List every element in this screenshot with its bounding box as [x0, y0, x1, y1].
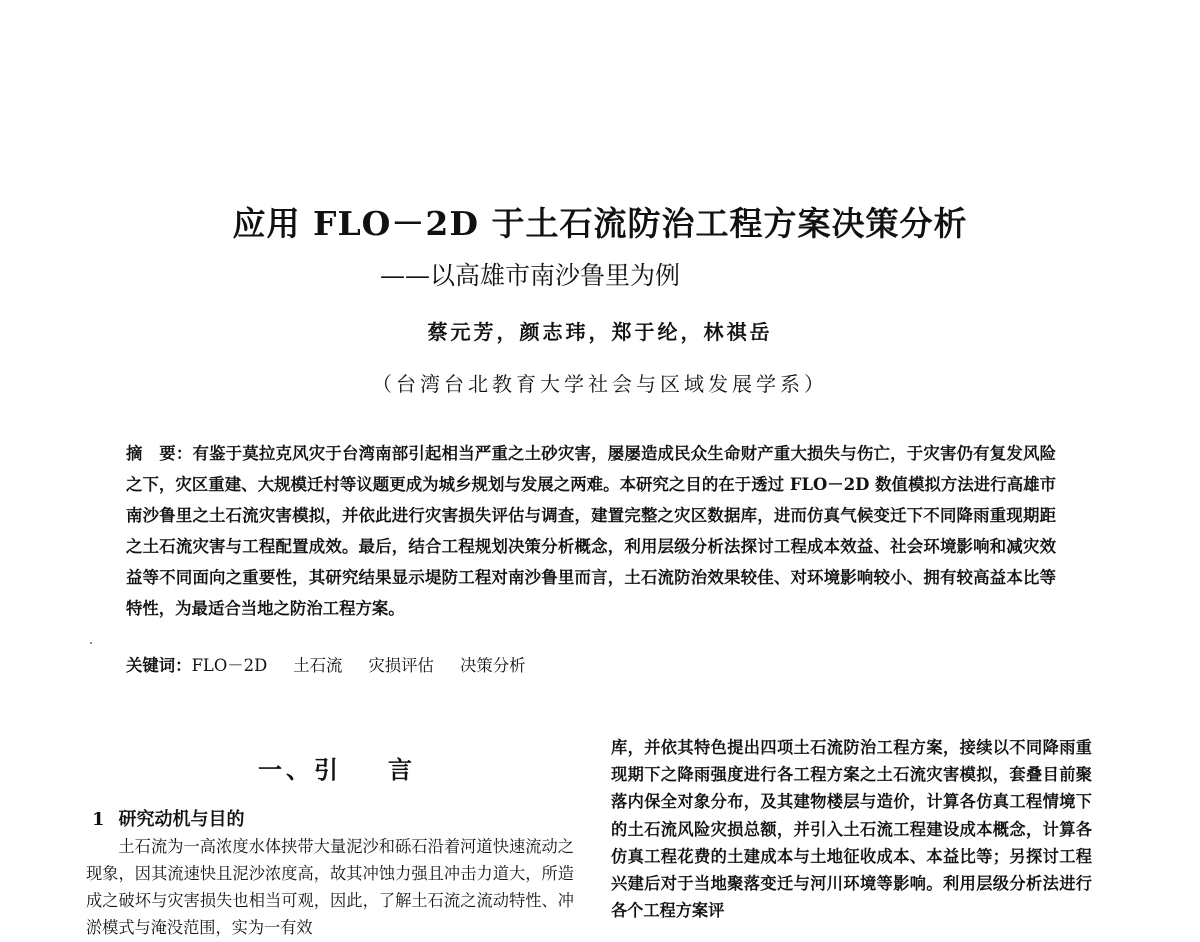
keyword: 土石流	[293, 656, 343, 675]
left-column-paragraph: 土石流为一高浓度水体挟带大量泥沙和砾石沿着河道快速流动之现象，因其流速快且泥沙浓度高，故其冲蚀力强且冲击力道大，所造成之破坏与灾害损失也相当可观，因此，了解土石流之流动特性、冲淤模式与淹没范围，实为一有效	[86, 837, 574, 937]
left-column	[86, 833, 574, 941]
subsection-number: 1	[92, 809, 105, 830]
section-heading-part1: 一、引	[258, 755, 342, 784]
keywords	[126, 652, 1056, 676]
scan-dot-mark	[90, 642, 92, 644]
keyword: FLO－2D	[191, 656, 268, 675]
right-column-paragraph: 库，并依其特色提出四项土石流防治工程方案，接续以不同降雨重现期下之降雨强度进行各工程方案之土石流灾害模拟，套叠目前聚落内保全对象分布，及其建物楼层与造价，计算各仿真工程情境下的土石流风险灾损总额，并引入土石流工程建设成本概念，计算各仿真工程花费的土建成本与土地征收成本、本益比等；另探讨工程兴建后对于当地聚落变迁与河川环境等影响。利用层级分析法进行各个工程方案评	[611, 738, 1092, 921]
paper-subtitle: ——以高雄市南沙鲁里为例	[380, 261, 681, 290]
right-column	[611, 734, 1092, 924]
affiliation: （台湾台北教育大学社会与区域发展学系）	[372, 372, 828, 396]
abstract	[126, 438, 1056, 624]
keyword: 灾损评估	[368, 656, 434, 675]
abstract-text: 有鉴于莫拉克风灾于台湾南部引起相当严重之土砂灾害，屡屡造成民众生命财产重大损失与伤亡，于灾害仍有复发风险之下，灾区重建、大规模迁村等议题更成为城乡规划与发展之两难。本研究之目的在于透过 FLO－2D 数值模拟方法进行高雄市南沙鲁里之土石流灾害模拟，并依此进行灾害损失评估与调查，建置完整之灾区数据库，进而仿真气候变迁下不同降雨重现期距之土石流灾害与工程配置成效。最后，结合工程规划决策分析概念，利用层级分析法探讨工程成本效益、社会环境影响和减灾效益等不同面向之重要性，其研究结果显示堤防工程对南沙鲁里而言，土石流防治效果较佳、对环境影响较小、拥有较高益本比等特性，为最适合当地之防治工程方案。	[126, 444, 1057, 618]
section-heading-part2: 言	[388, 755, 416, 784]
subsection-heading	[92, 805, 245, 831]
keyword: 决策分析	[459, 656, 526, 675]
subsection-title: 研究动机与目的	[118, 809, 245, 830]
paper-title: 应用 FLO－2D 于土石流防治工程方案决策分析	[232, 204, 968, 243]
authors: 蔡元芳，颜志玮，郑于纶，林祺岳	[427, 320, 773, 344]
abstract-label: 摘 要：	[126, 444, 193, 463]
keywords-label: 关键词：	[126, 656, 192, 675]
section-heading-introduction	[258, 750, 416, 785]
